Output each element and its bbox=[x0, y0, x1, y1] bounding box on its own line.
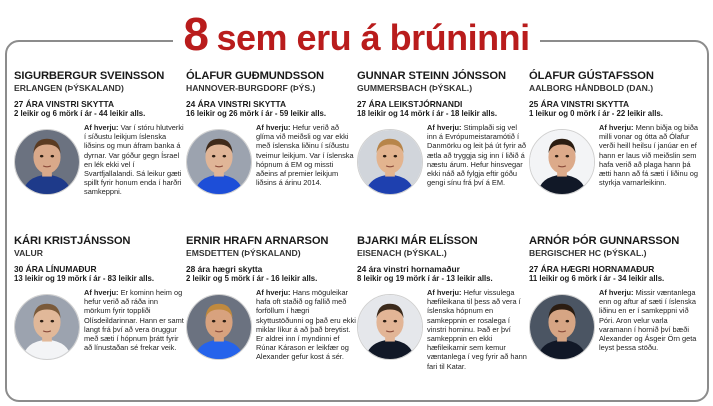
player-card bbox=[357, 70, 527, 235]
player-body bbox=[14, 123, 184, 197]
player-description bbox=[256, 288, 356, 362]
why-label: Af hverju: bbox=[427, 123, 462, 132]
player-card bbox=[14, 235, 184, 400]
player-club: EMSDETTEN (ÞÝSKALAND) bbox=[186, 248, 301, 258]
why-text: Hefur vissulega hæfileikana til þess að vera í íslenska hópnum en samkeppnin er rosalega í vinstri horninu. Það er því samkeppnin en ekki hæfileikarnir sem kemur væntanlega í veg fyrir að hann fari til Katar. bbox=[427, 288, 527, 371]
page-title bbox=[173, 8, 539, 60]
why-text: Stimplaði sig vel inn á Evrópumeistaramótið í Danmörku og leit þá út fyrir að ætla að tryggja sig inn í liðið á næstu árum. Hefur hinsvegar ekki náð að fylgja eftir góðu gengi sínu frá því á EM. bbox=[427, 123, 526, 188]
player-name: KÁRI KRISTJÁNSSON bbox=[14, 235, 131, 247]
player-portrait-icon bbox=[187, 295, 251, 359]
player-stats: 1 leikur og 0 mörk í ár - 22 leikir alls. bbox=[529, 109, 663, 118]
player-role: 25 ÁRA VINSTRI SKYTTA bbox=[529, 99, 630, 109]
player-club: GUMMERSBACH (ÞÝSKAL.) bbox=[357, 83, 473, 93]
player-stats: 18 leikir og 14 mörk í ár - 18 leikir alls. bbox=[357, 109, 497, 118]
player-portrait-icon bbox=[187, 130, 251, 194]
player-photo bbox=[357, 129, 423, 195]
player-card bbox=[357, 235, 527, 400]
player-stats: 2 leikir og 5 mörk í ár - 16 leikir alls. bbox=[186, 274, 318, 283]
player-club: BERGISCHER HC (ÞÝSKAL.) bbox=[529, 248, 647, 258]
player-name: BJARKI MÁR ELÍSSON bbox=[357, 235, 478, 247]
player-name: SIGURBERGUR SVEINSSON bbox=[14, 70, 165, 82]
player-card bbox=[186, 235, 356, 400]
player-role: 28 ára hægri skytta bbox=[186, 264, 263, 274]
player-body bbox=[186, 123, 356, 187]
player-portrait-icon bbox=[15, 130, 79, 194]
why-text: Missir væntanlega enn og aftur af sæti í íslenska liðinu en er í samkeppni við Póri. Aron velur varla varamann í hornið því bæði Alexander og Ásgeir Örn geta leyst þessa stöðu. bbox=[599, 288, 697, 353]
player-role: 30 ÁRA LÍNUMAÐUR bbox=[14, 264, 97, 274]
player-body bbox=[529, 288, 699, 352]
player-card bbox=[14, 70, 184, 235]
player-card bbox=[529, 235, 699, 400]
why-label: Af hverju: bbox=[599, 123, 634, 132]
player-photo bbox=[186, 294, 252, 360]
why-label: Af hverju: bbox=[256, 288, 291, 297]
why-label: Af hverju: bbox=[84, 288, 119, 297]
player-name: ÓLAFUR GÚSTAFSSON bbox=[529, 70, 654, 82]
player-body bbox=[357, 288, 527, 371]
player-stats: 13 leikir og 19 mörk í ár - 83 leikir alls. bbox=[14, 274, 154, 283]
player-body bbox=[357, 123, 527, 187]
player-stats: 11 leikir og 6 mörk í ár - 34 leikir alls. bbox=[529, 274, 665, 283]
player-stats: 16 leikir og 26 mörk í ár - 59 leikir alls. bbox=[186, 109, 326, 118]
why-label: Af hverju: bbox=[599, 288, 634, 297]
player-name: ÓLAFUR GUÐMUNDSSON bbox=[186, 70, 325, 82]
player-portrait-icon bbox=[15, 295, 79, 359]
player-photo bbox=[357, 294, 423, 360]
player-club: EISENACH (ÞÝSKAL.) bbox=[357, 248, 447, 258]
player-club: VALUR bbox=[14, 248, 43, 258]
why-text: Hans möguleikar hafa oft staðið og fallið með forföllum í hægri skyttustöðunni og það eru ekki miklar líkur á að það breytist. Er aldrei inn í myndinni ef Rúnar Kárason er leikfær og Alexander gefur kost á sér. bbox=[256, 288, 356, 362]
player-stats: 2 leikir og 6 mörk í ár - 44 leikir alls. bbox=[14, 109, 146, 118]
player-name: ARNÓR ÞÓR GUNNARSSON bbox=[529, 235, 680, 247]
player-photo bbox=[186, 129, 252, 195]
player-description bbox=[427, 123, 527, 187]
player-photo bbox=[529, 294, 595, 360]
player-role: 27 ÁRA VINSTRI SKYTTA bbox=[14, 99, 115, 109]
player-portrait-icon bbox=[530, 130, 594, 194]
player-description bbox=[256, 123, 356, 187]
player-photo bbox=[14, 129, 80, 195]
player-role: 24 ára vinstri hornamaður bbox=[357, 264, 460, 274]
player-role: 24 ÁRA VINSTRI SKYTTA bbox=[186, 99, 287, 109]
title-text: sem eru á brúninni bbox=[216, 17, 530, 58]
player-description bbox=[427, 288, 527, 371]
player-description bbox=[84, 288, 184, 352]
why-label: Af hverju: bbox=[427, 288, 462, 297]
why-label: Af hverju: bbox=[84, 123, 119, 132]
player-description bbox=[84, 123, 184, 197]
why-label: Af hverju: bbox=[256, 123, 291, 132]
player-club: ERLANGEN (ÞÝSKALAND) bbox=[14, 83, 124, 93]
why-text: Var í stóru hlutverki í síðustu leikjum íslenska liðsins og mun áfram banka á dyrnar. Var góður gegn Ísrael en lék ekki vel í Svartfjallalandi. Sá leikur gæti spillt fyrir honum enda í harðri samkeppni. bbox=[84, 123, 184, 197]
player-role: 27 ÁRA LEIKSTJÓRNANDI bbox=[357, 99, 463, 109]
why-text: Er kominn heim og hefur verið að ráða inn mörkum fyrir toppliði Olísdeildarinnar. Hann er samt langt frá því að vera öruggur með sæti í hópnum þrátt fyrir að línustaðan sé frekar veik. bbox=[84, 288, 184, 353]
player-photo bbox=[14, 294, 80, 360]
player-name: ERNIR HRAFN ARNARSON bbox=[186, 235, 329, 247]
player-card bbox=[529, 70, 699, 235]
player-club: HANNOVER-BURGDORF (ÞÝS.) bbox=[186, 83, 316, 93]
player-photo bbox=[529, 129, 595, 195]
why-text: Menn biðja og biða milli vonar og ótta að Ólafur verði heill heilsu í janúar en ef hann er laus við meiðslin sem hafa verið að plaga hann þá ætti hann að fá sæti í liðinu og styrkja varnarleikinn. bbox=[599, 123, 699, 188]
player-card bbox=[186, 70, 356, 235]
player-description bbox=[599, 123, 699, 187]
player-club: AALBORG HÅNDBOLD (DAN.) bbox=[529, 83, 654, 93]
player-portrait-icon bbox=[358, 130, 422, 194]
title-number: 8 bbox=[183, 8, 209, 60]
player-stats: 8 leikir og 19 mörk í ár - 13 leikir alls. bbox=[357, 274, 493, 283]
player-body bbox=[186, 288, 356, 362]
player-portrait-icon bbox=[530, 295, 594, 359]
player-portrait-icon bbox=[358, 295, 422, 359]
player-name: GUNNAR STEINN JÓNSSON bbox=[357, 70, 506, 82]
player-body bbox=[529, 123, 699, 187]
title-wrap bbox=[0, 8, 713, 60]
player-body bbox=[14, 288, 184, 352]
player-role: 27 ÁRA HÆGRI HORNAMAÐUR bbox=[529, 264, 655, 274]
why-text: Hefur verið að glíma við meiðsli og var ekki með íslenska liðinu í síðustu tveimur leikjum. Var í íslenska hópnum á EM og missti aðeins af premier leikjum liðsins á árinu 2014. bbox=[256, 123, 354, 188]
player-description bbox=[599, 288, 699, 352]
